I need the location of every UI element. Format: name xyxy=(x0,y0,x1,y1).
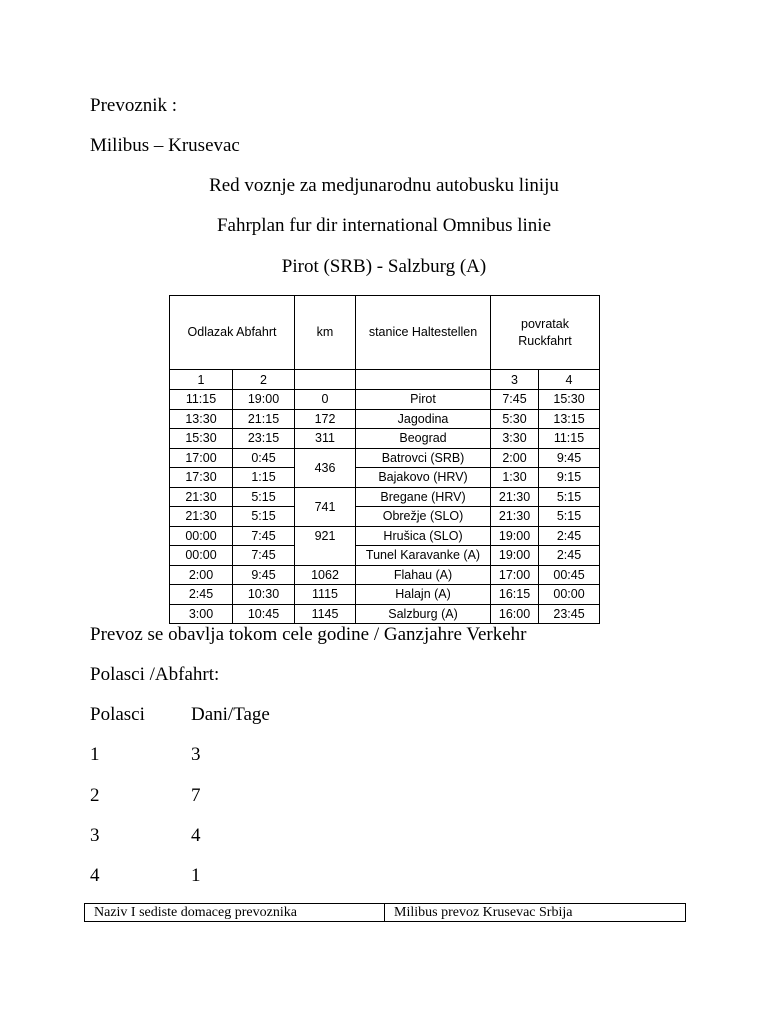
departure-number: 4 xyxy=(90,865,100,886)
departure-2-cell: 7:45 xyxy=(233,526,295,546)
table-row xyxy=(170,565,600,585)
station-cell: Beograd xyxy=(356,429,491,449)
table-row xyxy=(170,526,600,546)
col-number-3: 3 xyxy=(491,370,539,390)
station-cell: Tunel Karavanke (A) xyxy=(356,546,491,566)
departure-header: Odlazak Abfahrt xyxy=(170,296,295,370)
table-row xyxy=(170,429,600,449)
departure-1-cell: 17:00 xyxy=(170,448,233,468)
departure-2-cell: 21:15 xyxy=(233,409,295,429)
departure-1-cell: 3:00 xyxy=(170,604,233,624)
col-number-1: 1 xyxy=(170,370,233,390)
departures-heading: Polasci /Abfahrt: xyxy=(90,664,220,685)
title-line-2: Fahrplan fur dir international Omnibus linie xyxy=(216,215,551,236)
title-line-1: Red voznje za medjunarodnu autobusku liniju xyxy=(209,175,559,196)
departure-2-cell: 19:00 xyxy=(233,390,295,410)
days-count: 3 xyxy=(191,744,201,765)
carrier-label: Prevoznik : xyxy=(90,95,178,116)
return-3-cell: 21:30 xyxy=(491,507,539,527)
km-cell: 1115 xyxy=(295,585,356,605)
departure-2-cell: 1:15 xyxy=(233,468,295,488)
return-4-cell: 23:45 xyxy=(539,604,600,624)
return-3-cell: 2:00 xyxy=(491,448,539,468)
km-cell: 436 xyxy=(295,448,356,487)
stations-header: stanice Haltestellen xyxy=(356,296,491,370)
table-row xyxy=(170,487,600,507)
table-row xyxy=(85,904,686,922)
return-3-cell: 21:30 xyxy=(491,487,539,507)
days-count: 7 xyxy=(191,785,201,806)
departure-2-cell: 7:45 xyxy=(233,546,295,566)
return-4-cell: 11:15 xyxy=(539,429,600,449)
return-4-cell: 5:15 xyxy=(539,487,600,507)
return-3-cell: 3:30 xyxy=(491,429,539,449)
station-cell: Bajakovo (HRV) xyxy=(356,468,491,488)
station-cell: Salzburg (A) xyxy=(356,604,491,624)
departure-1-cell: 17:30 xyxy=(170,468,233,488)
days-count: 4 xyxy=(191,825,201,846)
schedule-table xyxy=(169,295,600,624)
return-3-cell: 1:30 xyxy=(491,468,539,488)
km-cell: 1145 xyxy=(295,604,356,624)
table-row xyxy=(170,468,600,488)
return-3-cell: 7:45 xyxy=(491,390,539,410)
km-cell: 921 xyxy=(295,526,356,565)
km-cell: 172 xyxy=(295,409,356,429)
km-cell: 1062 xyxy=(295,565,356,585)
departure-2-cell: 0:45 xyxy=(233,448,295,468)
departure-number: 2 xyxy=(90,785,100,806)
table-row xyxy=(170,409,600,429)
departure-1-cell: 21:30 xyxy=(170,487,233,507)
departure-1-cell: 15:30 xyxy=(170,429,233,449)
departure-1-cell: 13:30 xyxy=(170,409,233,429)
departure-2-cell: 9:45 xyxy=(233,565,295,585)
departure-1-cell: 21:30 xyxy=(170,507,233,527)
return-3-cell: 5:30 xyxy=(491,409,539,429)
return-4-cell: 13:15 xyxy=(539,409,600,429)
return-4-cell: 2:45 xyxy=(539,526,600,546)
km-header: km xyxy=(295,296,356,370)
return-4-cell: 5:15 xyxy=(539,507,600,527)
col-number-4: 4 xyxy=(539,370,600,390)
return-4-cell: 2:45 xyxy=(539,546,600,566)
departure-1-cell: 00:00 xyxy=(170,546,233,566)
days-col-header: Dani/Tage xyxy=(191,704,270,725)
departure-1-cell: 11:15 xyxy=(170,390,233,410)
return-3-cell: 16:00 xyxy=(491,604,539,624)
return-3-cell: 17:00 xyxy=(491,565,539,585)
return-4-cell: 9:15 xyxy=(539,468,600,488)
departures-col-header: Polasci xyxy=(90,704,145,725)
station-cell: Obrežje (SLO) xyxy=(356,507,491,527)
return-3-cell: 19:00 xyxy=(491,546,539,566)
departure-2-cell: 5:15 xyxy=(233,507,295,527)
departure-1-cell: 2:00 xyxy=(170,565,233,585)
return-4-cell: 00:45 xyxy=(539,565,600,585)
departure-2-cell: 23:15 xyxy=(233,429,295,449)
table-row xyxy=(170,448,600,468)
km-cell: 311 xyxy=(295,429,356,449)
table-row xyxy=(170,585,600,605)
departure-number: 1 xyxy=(90,744,100,765)
return-3-cell: 19:00 xyxy=(491,526,539,546)
departure-2-cell: 10:45 xyxy=(233,604,295,624)
departure-2-cell: 10:30 xyxy=(233,585,295,605)
return-3-cell: 16:15 xyxy=(491,585,539,605)
table-row xyxy=(170,604,600,624)
departure-number: 3 xyxy=(90,825,100,846)
col-number-2: 2 xyxy=(233,370,295,390)
empty-cell xyxy=(356,370,491,390)
table-row xyxy=(170,546,600,566)
station-cell: Flahau (A) xyxy=(356,565,491,585)
carrier-info-value: Milibus prevoz Krusevac Srbija xyxy=(385,904,686,922)
table-row xyxy=(170,390,600,410)
departure-1-cell: 00:00 xyxy=(170,526,233,546)
departure-2-cell: 5:15 xyxy=(233,487,295,507)
carrier-info-label: Naziv I sediste domaceg prevoznika xyxy=(85,904,385,922)
km-cell: 741 xyxy=(295,487,356,526)
return-header: povratak Ruckfahrt xyxy=(491,296,600,370)
year-round-note: Prevoz se obavlja tokom cele godine / Ganzjahre Verkehr xyxy=(90,624,527,645)
return-4-cell: 9:45 xyxy=(539,448,600,468)
station-cell: Pirot xyxy=(356,390,491,410)
km-cell: 0 xyxy=(295,390,356,410)
table-row xyxy=(170,507,600,527)
carrier-name: Milibus – Krusevac xyxy=(90,135,240,156)
station-cell: Hrušica (SLO) xyxy=(356,526,491,546)
days-count: 1 xyxy=(191,865,201,886)
route-title: Pirot (SRB) - Salzburg (A) xyxy=(281,256,487,277)
station-cell: Halajn (A) xyxy=(356,585,491,605)
return-4-cell: 00:00 xyxy=(539,585,600,605)
station-cell: Jagodina xyxy=(356,409,491,429)
empty-cell xyxy=(295,370,356,390)
station-cell: Bregane (HRV) xyxy=(356,487,491,507)
departure-1-cell: 2:45 xyxy=(170,585,233,605)
carrier-info-table xyxy=(84,903,686,922)
station-cell: Batrovci (SRB) xyxy=(356,448,491,468)
return-4-cell: 15:30 xyxy=(539,390,600,410)
